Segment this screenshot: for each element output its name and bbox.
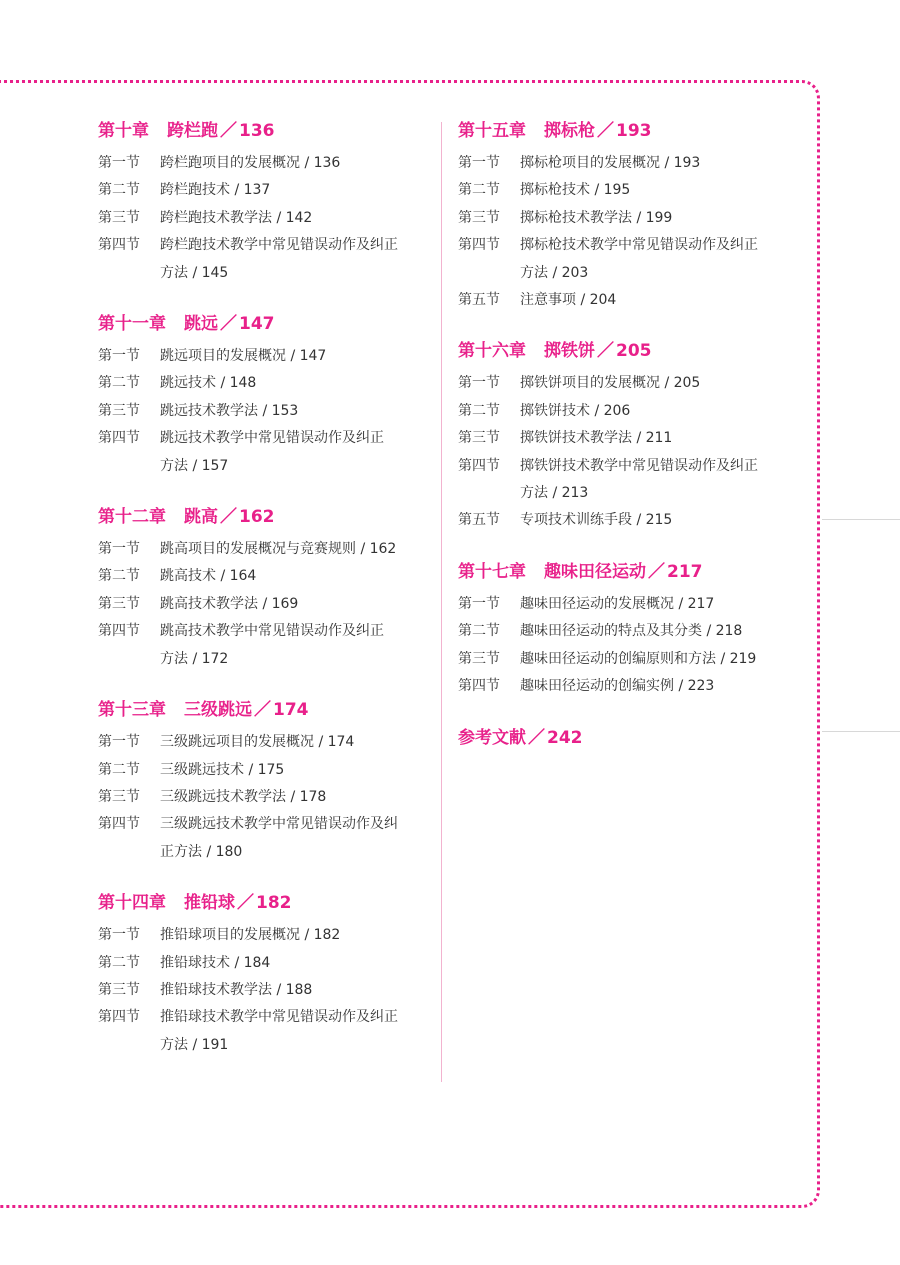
section-title-line: 跳远项目的发展概况 / 147 (160, 348, 327, 365)
section-title (520, 673, 788, 700)
chapter-number: 第十五章 (458, 121, 526, 141)
chapter-number: 第十七章 (458, 561, 526, 582)
chapter-name: 趣味田径运动 (544, 561, 646, 582)
section-label: 第四节 (98, 816, 140, 833)
section-label: 第四节 (98, 237, 140, 254)
toc-section-entry[interactable] (458, 507, 788, 534)
section-title-line: 掷标枪技术 / 195 (520, 182, 631, 199)
section-title-line: 趣味田径运动的发展概况 / 217 (520, 595, 715, 612)
toc-section-entry[interactable] (458, 398, 788, 425)
section-title (160, 177, 428, 204)
chapter-title[interactable] (98, 118, 428, 144)
page-separator: ／ (237, 893, 254, 914)
section-title-line: 掷标枪项目的发展概况 / 193 (520, 155, 701, 171)
section-title (520, 591, 788, 618)
section-title-line: 跳高技术教学法 / 169 (160, 595, 299, 612)
section-title (160, 343, 428, 370)
chapter-number: 第十二章 (98, 507, 166, 528)
toc-section-entry[interactable] (458, 591, 788, 618)
chapter-number: 第十章 (98, 121, 149, 141)
chapter-title[interactable] (458, 559, 788, 585)
section-title (160, 729, 428, 756)
section-title-line: 趣味田径运动的创编原则和方法 / 219 (520, 650, 757, 667)
section-title (160, 922, 428, 949)
page-separator: ／ (528, 727, 545, 748)
section-title-line: 跨栏跑项目的发展概况 / 136 (160, 155, 341, 171)
chapter-name: 三级跳远 (184, 700, 252, 721)
section-title-line: 注意事项 / 204 (520, 292, 617, 309)
section-title-line: 方法 / 172 (160, 650, 229, 667)
chapter-number: 第十三章 (98, 700, 166, 721)
section-title (160, 1004, 428, 1059)
section-title (520, 205, 788, 232)
toc-section-entry[interactable] (98, 784, 428, 811)
section-label: 第二节 (98, 182, 140, 199)
toc-section-entry[interactable] (98, 563, 428, 590)
section-title-line: 推铅球技术 / 184 (160, 954, 271, 971)
chapter-name: 掷标枪 (544, 121, 595, 141)
section-title-line: 跳高项目的发展概况与竞赛规则 / 162 (160, 541, 397, 558)
section-label: 第一节 (98, 155, 140, 171)
chapter-name: 参考文献 (458, 727, 526, 748)
section-label: 第一节 (98, 927, 140, 944)
section-label: 第四节 (458, 678, 500, 695)
section-title-line: 推铅球项目的发展概况 / 182 (160, 927, 341, 944)
section-title (160, 950, 428, 977)
section-title-line: 趣味田径运动的创编实例 / 223 (520, 678, 715, 695)
section-label: 第五节 (458, 292, 500, 309)
section-title (520, 398, 788, 425)
section-title-line: 三级跳远技术教学法 / 178 (160, 788, 327, 805)
section-title (520, 507, 788, 534)
section-title (160, 811, 428, 866)
page-edge-line (822, 731, 900, 732)
section-title-line: 方法 / 203 (520, 264, 589, 281)
section-title (520, 646, 788, 673)
chapter-page-number: 242 (547, 727, 583, 748)
section-label: 第三节 (98, 595, 140, 612)
section-label: 第四节 (98, 1009, 140, 1026)
section-title (520, 177, 788, 204)
section-label: 第四节 (458, 457, 500, 474)
toc-section-entry[interactable] (98, 205, 428, 232)
chapter-title[interactable] (98, 890, 428, 916)
section-title (520, 425, 788, 452)
section-label: 第一节 (458, 155, 500, 171)
section-title-line: 方法 / 145 (160, 264, 229, 281)
section-title-line: 跳远技术教学中常见错误动作及纠正 (160, 430, 384, 447)
chapter-name: 推铅球 (184, 893, 235, 914)
page-separator: ／ (220, 507, 237, 528)
section-title-line: 推铅球技术教学法 / 188 (160, 981, 313, 998)
toc-section-entry[interactable] (98, 425, 428, 480)
toc-section-entry[interactable] (458, 205, 788, 232)
toc-section-entry[interactable] (98, 811, 428, 866)
chapter-page-number: 217 (667, 561, 703, 582)
section-title-line: 跨栏跑技术 / 137 (160, 182, 271, 199)
section-label: 第三节 (98, 402, 140, 419)
section-title (160, 563, 428, 590)
section-label: 第四节 (98, 623, 140, 640)
toc-section-entry[interactable] (98, 232, 428, 287)
toc-section-entry[interactable] (98, 618, 428, 673)
toc-section-entry[interactable] (98, 398, 428, 425)
section-title-line: 推铅球技术教学中常见错误动作及纠正 (160, 1009, 398, 1026)
toc-section-entry[interactable] (458, 673, 788, 700)
page-separator: ／ (648, 561, 665, 582)
section-label: 第二节 (98, 375, 140, 392)
chapter-page-number: 136 (239, 121, 275, 141)
chapter-title[interactable] (98, 504, 428, 530)
section-title (160, 398, 428, 425)
section-title (520, 370, 788, 397)
section-label: 第一节 (98, 734, 140, 751)
toc-section-entry[interactable] (98, 1004, 428, 1059)
chapter-title[interactable] (458, 725, 788, 751)
toc-chapter (98, 697, 428, 866)
toc-section-entry[interactable] (458, 646, 788, 673)
section-label: 第三节 (98, 981, 140, 998)
chapter-name: 跨栏跑 (167, 121, 218, 141)
section-label: 第二节 (98, 568, 140, 585)
toc-chapter (98, 890, 428, 1059)
section-title-line: 跳高技术教学中常见错误动作及纠正 (160, 623, 384, 640)
toc-section-entry[interactable] (98, 150, 428, 177)
section-title-line: 掷铁饼技术 / 206 (520, 402, 631, 419)
section-title (520, 150, 788, 177)
section-title (520, 453, 788, 508)
section-title-line: 方法 / 213 (520, 485, 589, 502)
chapter-title[interactable] (98, 697, 428, 723)
section-title-line: 三级跳远技术教学中常见错误动作及纠 (160, 816, 398, 833)
section-label: 第二节 (458, 182, 500, 199)
toc-right-column (458, 118, 788, 775)
section-label: 第三节 (98, 209, 140, 226)
section-label: 第五节 (458, 512, 500, 529)
chapter-page-number: 147 (239, 314, 275, 335)
section-title (160, 370, 428, 397)
page-separator: ／ (254, 700, 271, 721)
toc-section-entry[interactable] (98, 922, 428, 949)
toc-chapter (458, 559, 788, 701)
toc-section-entry[interactable] (98, 729, 428, 756)
section-title-line: 专项技术训练手段 / 215 (520, 512, 673, 529)
section-label: 第二节 (458, 402, 500, 419)
chapter-name: 跳远 (184, 314, 218, 335)
section-label: 第一节 (98, 541, 140, 558)
toc-chapter (98, 504, 428, 673)
toc-section-entry[interactable] (458, 425, 788, 452)
section-title-line: 跳远技术教学法 / 153 (160, 402, 299, 419)
section-title (160, 205, 428, 232)
chapter-page-number: 162 (239, 507, 275, 528)
toc-section-entry[interactable] (458, 618, 788, 645)
section-label: 第三节 (458, 430, 500, 447)
section-title (160, 425, 428, 480)
section-title-line: 跳高技术 / 164 (160, 568, 257, 585)
chapter-number: 第十六章 (458, 341, 526, 362)
page-edge-line (822, 519, 900, 520)
section-title-line: 跨栏跑技术教学法 / 142 (160, 209, 313, 226)
section-title-line: 掷铁饼项目的发展概况 / 205 (520, 375, 701, 392)
page-separator: ／ (220, 121, 237, 141)
chapter-number: 第十四章 (98, 893, 166, 914)
toc-section-entry[interactable] (98, 536, 428, 563)
toc-section-entry[interactable] (458, 370, 788, 397)
section-label: 第四节 (458, 237, 500, 254)
section-title (160, 150, 428, 177)
section-label: 第四节 (98, 430, 140, 447)
section-title-line: 掷标枪技术教学中常见错误动作及纠正 (520, 237, 758, 254)
section-title (160, 232, 428, 287)
toc-section-entry[interactable] (98, 977, 428, 1004)
section-label: 第三节 (458, 209, 500, 226)
toc-section-entry[interactable] (458, 232, 788, 287)
chapter-number: 第十一章 (98, 314, 166, 335)
section-title (160, 977, 428, 1004)
toc-chapter (98, 118, 428, 287)
page-separator: ／ (597, 341, 614, 362)
section-title-line: 跨栏跑技术教学中常见错误动作及纠正 (160, 237, 398, 254)
section-title (160, 757, 428, 784)
column-divider (441, 122, 442, 1082)
section-title (160, 784, 428, 811)
toc-chapter (458, 725, 788, 751)
section-title-line: 趣味田径运动的特点及其分类 / 218 (520, 623, 743, 640)
chapter-page-number: 174 (273, 700, 309, 721)
section-title-line: 三级跳远项目的发展概况 / 174 (160, 734, 355, 751)
toc-section-entry[interactable] (98, 950, 428, 977)
section-title (160, 536, 428, 563)
section-label: 第二节 (458, 623, 500, 640)
toc-section-entry[interactable] (458, 287, 788, 314)
page-separator: ／ (220, 314, 237, 335)
section-title (520, 618, 788, 645)
section-label: 第一节 (98, 348, 140, 365)
section-title (160, 591, 428, 618)
section-title-line: 掷标枪技术教学法 / 199 (520, 209, 673, 226)
toc-section-entry[interactable] (98, 370, 428, 397)
toc-section-entry[interactable] (98, 757, 428, 784)
toc-chapter (98, 311, 428, 480)
section-label: 第二节 (98, 761, 140, 778)
section-title (520, 232, 788, 287)
chapter-title[interactable] (98, 311, 428, 337)
toc-section-entry[interactable] (98, 591, 428, 618)
toc-left-column (98, 118, 428, 1083)
section-title-line: 跳远技术 / 148 (160, 375, 257, 392)
toc-section-entry[interactable] (458, 453, 788, 508)
chapter-page-number: 182 (256, 893, 292, 914)
section-label: 第三节 (98, 788, 140, 805)
section-label: 第二节 (98, 954, 140, 971)
chapter-page-number: 205 (616, 341, 652, 362)
toc-chapter (458, 118, 788, 314)
section-label: 第一节 (458, 375, 500, 392)
section-title (520, 287, 788, 314)
toc-section-entry[interactable] (98, 177, 428, 204)
page-separator: ／ (597, 121, 614, 141)
toc-section-entry[interactable] (458, 177, 788, 204)
section-title-line: 三级跳远技术 / 175 (160, 761, 285, 778)
section-title-line: 掷铁饼技术教学中常见错误动作及纠正 (520, 457, 758, 474)
toc-section-entry[interactable] (98, 343, 428, 370)
section-title-line: 方法 / 191 (160, 1036, 229, 1053)
toc-section-entry[interactable] (458, 150, 788, 177)
section-title-line: 正方法 / 180 (160, 843, 243, 860)
section-title-line: 掷铁饼技术教学法 / 211 (520, 430, 673, 447)
chapter-title[interactable] (458, 118, 788, 144)
chapter-name: 掷铁饼 (544, 341, 595, 362)
toc-chapter (458, 338, 788, 534)
section-title (160, 618, 428, 673)
chapter-page-number: 193 (616, 121, 652, 141)
section-label: 第一节 (458, 595, 500, 612)
chapter-name: 跳高 (184, 507, 218, 528)
section-label: 第三节 (458, 650, 500, 667)
section-title-line: 方法 / 157 (160, 457, 229, 474)
chapter-title[interactable] (458, 338, 788, 364)
